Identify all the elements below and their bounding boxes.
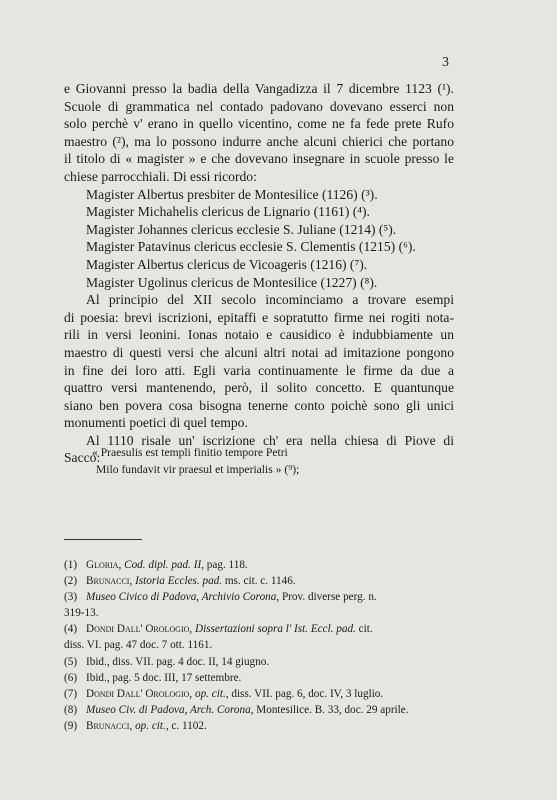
text-line: rili in versi leonini. Ionas notaio e causidico è indubbiamente un	[64, 327, 454, 343]
footnote-author: Dondi Dall' Orologio	[86, 623, 190, 636]
page-number: 3	[442, 55, 449, 70]
footnote-number: (8)	[64, 703, 78, 716]
footnotes	[64, 557, 448, 734]
text-line: maestro (²), ma lo possono indurre anche alcuni chierici che portano	[64, 133, 454, 149]
text-line: chiese parrocchiali. Di essi ricordo:	[64, 168, 257, 184]
footnote-number: (5)	[64, 655, 78, 668]
magister-entry: Magister Michahelis clericus de Lignario (1161) (⁴).	[86, 204, 370, 220]
footnote: 319-13.	[64, 607, 99, 620]
footnote-author: Dondi Dall' Orologio	[86, 687, 190, 700]
footnote: (2) Brunacci, Istoria Eccles. pad. ms. cit. c. 1146.	[64, 573, 448, 589]
footnote-number: (6)	[64, 671, 78, 684]
footnote: (3) Museo Civico di Padova, Archivio Corona, Prov. diverse perg. n.	[64, 589, 448, 605]
inscription-quote	[92, 445, 299, 478]
footnote-title: Cod. dipl. pad. II	[124, 559, 202, 571]
footnote-rule	[64, 539, 142, 540]
footnote: (7) Dondi Dall' Orologio, op. cit., diss. VII. pag. 6, doc. IV, 3 luglio.	[64, 686, 448, 702]
text-line: Sacco:	[64, 450, 101, 466]
footnote-number: (2)	[64, 575, 78, 588]
text-line: Al 1110 risale un' iscrizione ch' era nella chiesa di Piove di	[86, 432, 454, 448]
footnote: (8) Museo Civ. di Padova, Arch. Corona, Montesilice. B. 33, doc. 29 aprile.	[64, 702, 448, 718]
footnote-number: (4)	[64, 623, 78, 636]
footnote-title: Istoria Eccles. pad.	[135, 575, 223, 588]
footnote: (4) Dondi Dall' Orologio, Dissertazioni sopra l' Ist. Eccl. pad. cit.	[64, 621, 448, 637]
footnote-author: Gloria	[86, 559, 119, 571]
text-line: siano ben povera cosa bisogna tenerne conto poichè sono gli unici	[64, 397, 454, 413]
footnote-author: Brunacci	[86, 719, 130, 732]
footnote: diss. VI. pag. 47 doc. 7 ott. 1161.	[64, 639, 213, 652]
magister-entry: Magister Albertus clericus de Vicoageris (1216) (⁷).	[86, 256, 368, 272]
text-line: in fine dei loro atti. Egli varia continuamente le firme da due a	[64, 362, 454, 378]
quote-line: Milo fundavit vir praesul et imperialis » (⁹);	[96, 462, 300, 476]
footnote: (6) Ibid., pag. 5 doc. III, 17 settembre.	[64, 670, 448, 686]
text-line: e Giovanni presso la badia della Vangadizza il 7 dicembre 1123 (¹).	[64, 81, 454, 96]
main-text	[64, 80, 454, 467]
magister-entry: Magister Johannes clericus ecclesie S. Juliane (1214) (⁵).	[86, 221, 397, 237]
footnote: (1) Gloria, Cod. dipl. pad. II, pag. 118.	[64, 557, 448, 573]
footnote-title: op. cit.	[135, 719, 166, 732]
text-line: Scuole di grammatica nel contado padovano dovevano esserci non	[64, 98, 454, 114]
footnote-author: Brunacci	[86, 575, 130, 588]
footnote-number: (7)	[64, 687, 78, 700]
text-line: Al principio del XII secolo incominciamo a trovare esempi	[86, 292, 454, 308]
text-line: il titolo di « magister » e che dovevano insegnare in scuole presso le	[64, 151, 454, 167]
footnote: (9) Brunacci, op. cit., c. 1102.	[64, 718, 448, 734]
text-line: solo perchè v' erano in quello vicentino, come ne fa fede prete Rufo	[64, 116, 454, 132]
text-line: maestro di questi versi che alcuni altri notai ad imitazione pongono	[64, 344, 454, 360]
footnote-title: Museo Civico di Padova, Archivio Corona	[86, 591, 277, 604]
magister-entry: Magister Albertus presbiter de Montesilice (1126) (³).	[86, 186, 378, 202]
footnote-title: op. cit.	[194, 687, 226, 700]
text-line: monumenti poetici di quel tempo.	[64, 415, 248, 431]
magister-entry: Magister Ugolinus clericus de Montesilice (1227) (⁸).	[86, 274, 378, 290]
footnote-number: (1)	[64, 559, 78, 571]
magister-entry: Magister Patavinus clericus ecclesie S. Clementis (1215) (⁶).	[86, 239, 416, 255]
text-line: quattro versi mantenendo, però, il solito concetto. E quantunque	[64, 380, 454, 396]
footnote-title: Museo Civ. di Padova, Arch. Corona	[86, 703, 251, 716]
footnote: (5) Ibid., diss. VII. pag. 4 doc. II, 14 giugno.	[64, 654, 448, 670]
footnote-number: (9)	[64, 719, 78, 732]
quote-line: « Praesulis est templi finitio tempore Petri	[92, 446, 288, 459]
footnote-number: (3)	[64, 591, 78, 604]
text-line: di poesia: brevi iscrizioni, epitaffi e sopratutto firme nei rogiti nota-	[64, 309, 454, 325]
footnote-title: Dissertazioni sopra l' Ist. Eccl. pad.	[194, 623, 356, 636]
